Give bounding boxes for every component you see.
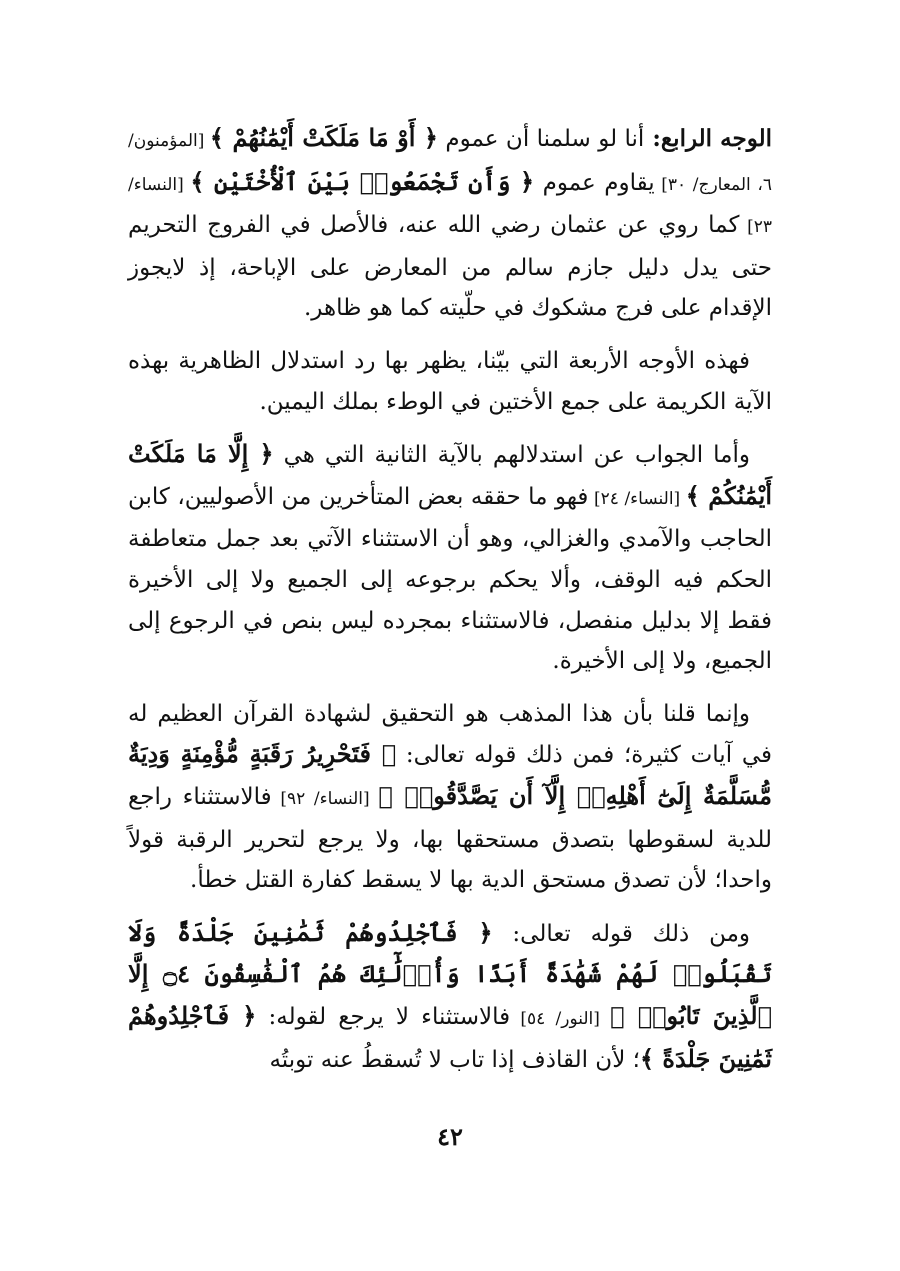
paragraph-text: فالاستثناء لا يرجع لقوله: xyxy=(256,1003,511,1030)
paragraph-text: وأما الجواب عن استدلالهم بالآية الثانية التي هي xyxy=(273,442,750,469)
section-lead: الوجه الرابع: xyxy=(644,125,772,152)
quran-verse: ﴿ إِلَّا مَا مَلَكَتْ أَيْمَٰنُكُمْ ﴾ xyxy=(128,439,772,510)
paragraph-text: كما روي عن عثمان رضي الله عنه، فالأصل في الفروج التحريم حتى يدل دليل جازم سالم من المعارض على الإباحة، إذ لايجوز الإقدام على فرج مشكوك في حلّيته كما هو ظاهر. xyxy=(128,212,772,322)
verse-reference: [المؤمنون/ ٦، المعارج/ ٣٠] xyxy=(128,131,772,195)
paragraph-text: ومن ذلك قوله تعالى: xyxy=(492,920,750,947)
quran-verse: ﴿ فَٱجْلِدُوهُمْ ثَمَٰنِينَ جَلْدَةً ﴾ xyxy=(128,1000,772,1074)
verse-reference: [النساء/ ٢٤] xyxy=(588,488,686,509)
verse-reference: [النساء/ ٢٣] xyxy=(128,174,772,238)
paragraph-text: ؛ لأن القاذف إذا تاب لا تُسقطُ عنه توبتُه xyxy=(269,1047,640,1074)
paragraph-4 xyxy=(128,694,772,901)
quran-verse: ﴿ فَتَحْرِيرُ رَقَبَةٍ مُّؤْمِنَةٍ وَدِيَةٌ مُّسَلَّمَةٌ إِلَىٰٓ أَهْلِهِۦٓ إِلَّآ أَن يَصَّدَّقُوا۟ ﴾ xyxy=(128,739,772,810)
paragraph-1 xyxy=(128,118,772,329)
verse-reference: [النساء/ ٩٢] xyxy=(271,788,379,809)
page-number: ٤٢ xyxy=(437,1122,463,1151)
paragraph-text: فالاستثناء راجع للدية لسقوطها بتصدق مستحقها بها، ولا يرجع لتحرير الرقبة قولاً واحدا؛ لأن تصدق مستحق الدية بها لا يسقط كفارة القتل خطأ. xyxy=(128,783,772,894)
paragraph-text: فهذه الأوجه الأربعة التي بيّنا، يظهر بها رد استدلال الظاهرية بهذه الآية الكريمة على جمع الأختين في الوطء بملك اليمين. xyxy=(128,347,772,415)
paragraph-text: أنا لو سلمنا أن عموم xyxy=(437,126,645,152)
quran-verse: ﴿ فَٱجْلِدُوهُمْ ثَمَٰنِينَ جَلْدَةً وَلَا تَقْبَلُوا۟ لَهُمْ شَهَٰدَةً أَبَدًا وَأُو۟لَٰٓئِكَ هُمُ ٱلْفَٰسِقُونَ ۝٤ إِلَّا ٱلَّذِينَ تَابُوا۟ ﴾ xyxy=(128,917,773,1030)
quran-verse: ﴿ وَأَن تَجْمَعُوا۟ بَيْنَ ٱلْأُخْتَيْنِ ﴾ xyxy=(190,166,535,196)
paragraph-3 xyxy=(128,434,772,682)
verse-reference: [النور/ ٥٤] xyxy=(510,1008,611,1029)
paragraph-text: وإنما قلنا بأن هذا المذهب هو التحقيق لشهادة القرآن العظيم له في آيات كثيرة؛ فمن ذلك قوله تعالى: xyxy=(128,700,772,769)
paragraph-5 xyxy=(128,913,772,1081)
paragraph-2 xyxy=(128,341,772,422)
quran-verse: ﴿ أَوْ مَا مَلَكَتْ أَيْمَٰنُهُمْ ﴾ xyxy=(209,123,438,152)
paragraph-text: يقاوم عموم xyxy=(534,169,655,196)
paragraph-text: فهو ما حققه بعض المتأخرين من الأصوليين، كابن الحاجب والآمدي والغزالي، وهو أن الاستثناء الآتي بعد جمل متعاطفة الحكم فيه الوقف، وألا يحكم برجوعه إلى الجميع ولا إلى الأخيرة فقط إلا بدليل منفصل، فالاستثناء بمجرده ليس بنص في الرجوع إلى الجميع، ولا إلى الأخيرة. xyxy=(128,483,772,675)
page-body xyxy=(128,118,772,1093)
